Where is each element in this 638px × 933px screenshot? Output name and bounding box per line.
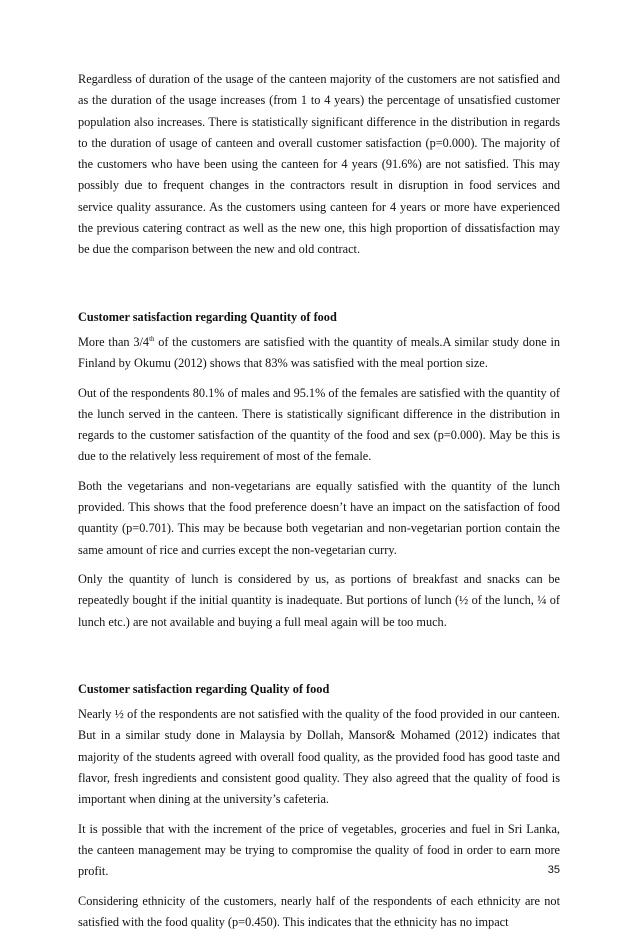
quantity-p1-text-end: of the customers are satisfied with the quantity of meals.A similar study done in Finland by Okumu (2012) shows that 83% was satisfied with the meal portion size. [78,335,560,370]
quantity-p1-text-start: More than 3/4 [78,335,149,349]
section-spacer [78,261,560,307]
page-number: 35 [548,864,560,876]
quantity-section-heading: Customer satisfaction regarding Quantity of food [78,307,560,328]
quantity-paragraph-2: Out of the respondents 80.1% of males and 95.1% of the females are satisfied with the quantity of the lunch served in the canteen. There is statistically significant difference in the distribution in regards to the customer satisfaction of the quantity of the food and sex (p=0.000). May be this is due to the relatively less requirement of most of the female. [78,383,560,468]
quality-paragraph-3: Considering ethnicity of the customers, nearly half of the respondents of each ethnicity are not satisfied with the food quality (p=0.450). This indicates that the ethnicity has no impact [78,891,560,933]
quantity-paragraph-3: Both the vegetarians and non-vegetarians are equally satisfied with the quantity of the lunch provided. This shows that the food preference doesn’t have an impact on the satisfaction of food quantity (p=0.701). This may be because both vegetarian and non-vegetarian portion contain the same amount of rice and curries except the non-vegetarian curry. [78,476,560,561]
section-spacer [78,633,560,679]
quantity-paragraph-4: Only the quantity of lunch is considered by us, as portions of breakfast and snacks can be repeatedly bought if the initial quantity is inadequate. But portions of lunch (½ of the lunch, ¼ of lunch etc.) are not available and buying a full meal again will be too much. [78,569,560,633]
quality-paragraph-2: It is possible that with the increment of the price of vegetables, groceries and fuel in Sri Lanka, the canteen management may be trying to compromise the quality of food in order to earn more profit. [78,819,560,883]
superscript-th: th [149,335,154,343]
document-body [78,69,560,933]
paragraph-spacer [78,375,560,383]
quality-paragraph-1: Nearly ½ of the respondents are not satisfied with the quality of the food provided in our canteen. But in a similar study done in Malaysia by Dollah, Mansor& Mohamed (2012) indicates that majority of the students agreed with overall food quality, as the provided food has good taste and flavor, fresh ingredients and consistent good quality. They also agreed that the quality of food is important when dining at the university’s cafeteria. [78,704,560,810]
paragraph-spacer [78,561,560,569]
paragraph-spacer [78,468,560,476]
intro-paragraph: Regardless of duration of the usage of the canteen majority of the customers are not satisfied and as the duration of the usage increases (from 1 to 4 years) the percentage of unsatisfied customer population also increases. There is statistically significant difference in the distribution in regards to the duration of usage of canteen and overall customer satisfaction (p=0.000). The majority of the customers who have been using the canteen for 4 years (91.6%) are not satisfied. This may possibly due to frequent changes in the contractors result in disruption in food services and service quality assurance. As the customers using canteen for 4 years or more have experienced the previous catering contract as well as the new one, this high proportion of dissatisfaction may be due the comparison between the new and old contract. [78,69,560,261]
quality-section-heading: Customer satisfaction regarding Quality of food [78,679,560,700]
paragraph-spacer [78,883,560,891]
paragraph-spacer [78,811,560,819]
quantity-paragraph-1 [78,332,560,375]
